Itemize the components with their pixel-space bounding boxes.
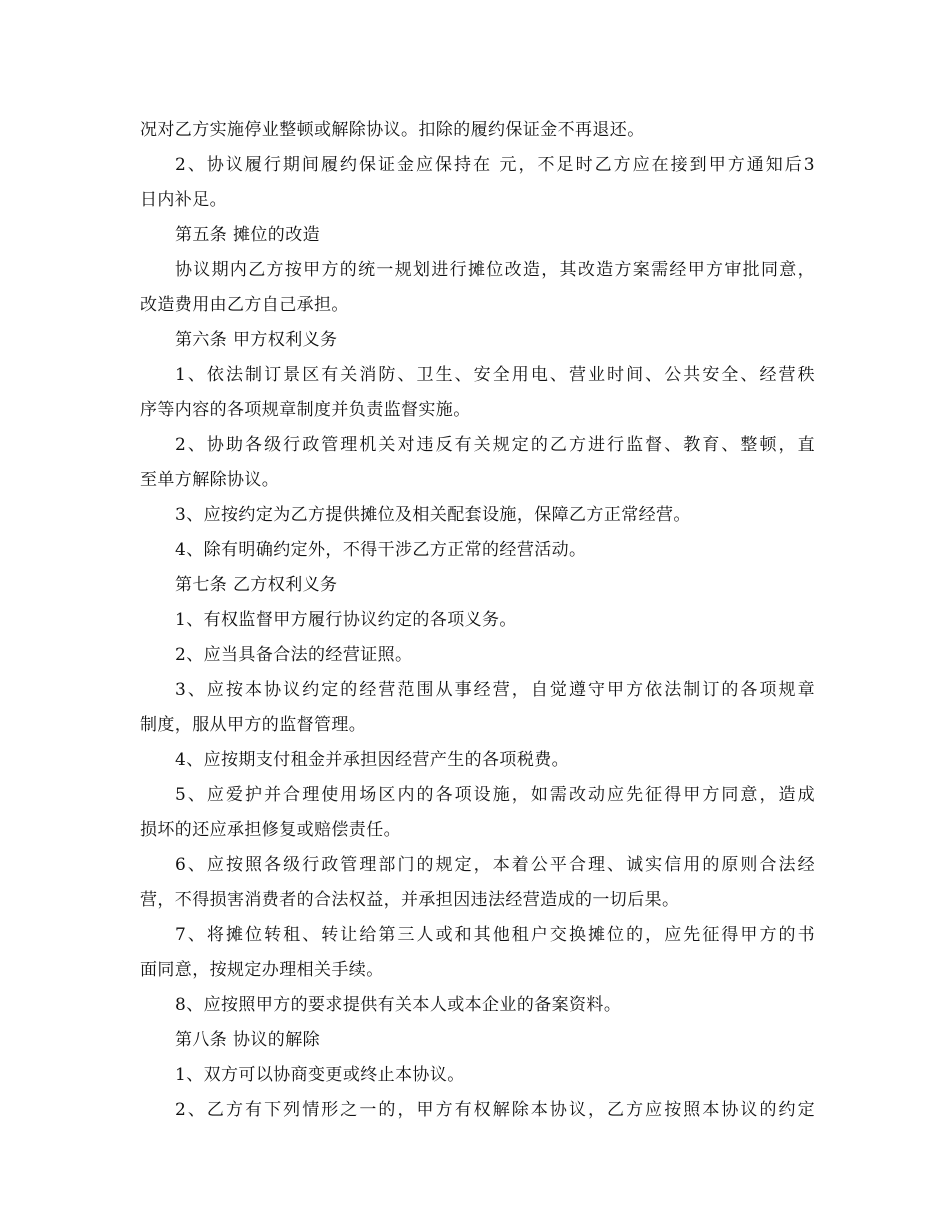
section-heading: 第七条 乙方权利义务 [175, 575, 338, 595]
text-line: 改造费用由乙方自己承担。 [140, 295, 349, 315]
text-line: 序等内容的各项规章制度并负责监督实施。 [140, 400, 471, 420]
text-line: 损坏的还应承担修复或赔偿责任。 [140, 820, 401, 840]
text-line: 营，不得损害消费者的合法权益，并承担因违法经营造成的一切后果。 [140, 890, 680, 910]
text-line: 况对乙方实施停业整顿或解除协议。扣除的履约保证金不再退还。 [140, 120, 645, 140]
text-line: 2、协议履行期间履约保证金应保持在 元，不足时乙方应在接到甲方通知后3 [175, 155, 815, 175]
text-line: 2、应当具备合法的经营证照。 [175, 645, 413, 665]
section-heading: 第八条 协议的解除 [175, 1030, 321, 1050]
section-heading: 第六条 甲方权利义务 [175, 330, 338, 350]
text-line: 2、协助各级行政管理机关对违反有关规定的乙方进行监督、教育、整顿，直 [175, 435, 815, 455]
section-heading: 第五条 摊位的改造 [175, 225, 321, 245]
text-line: 制度，服从甲方的监督管理。 [140, 715, 367, 735]
text-line: 4、除有明确约定外，不得干涉乙方正常的经营活动。 [175, 540, 587, 560]
text-line: 7、将摊位转租、转让给第三人或和其他租户交换摊位的，应先征得甲方的书 [175, 925, 815, 945]
text-line: 3、应按约定为乙方提供摊位及相关配套设施，保障乙方正常经营。 [175, 505, 691, 525]
text-line: 至单方解除协议。 [140, 470, 280, 490]
text-line: 6、应按照各级行政管理部门的规定，本着公平合理、诚实信用的原则合法经 [175, 855, 815, 875]
text-line: 3、应按本协议约定的经营范围从事经营，自觉遵守甲方依法制订的各项规章 [175, 680, 815, 700]
text-line: 8、应按照甲方的要求提供有关本人或本企业的备案资料。 [175, 995, 622, 1015]
text-line: 面同意，按规定办理相关手续。 [140, 960, 384, 980]
text-line: 4、应按期支付租金并承担因经营产生的各项税费。 [175, 750, 570, 770]
text-line: 1、依法制订景区有关消防、卫生、安全用电、营业时间、公共安全、经营秩 [175, 365, 815, 385]
text-line: 协议期内乙方按甲方的统一规划进行摊位改造，其改造方案需经甲方审批同意， [175, 260, 815, 280]
text-line: 2、乙方有下列情形之一的，甲方有权解除本协议，乙方应按照本协议的约定 [175, 1100, 815, 1120]
text-line: 5、应爱护并合理使用场区内的各项设施，如需改动应先征得甲方同意，造成 [175, 785, 815, 805]
text-line: 1、有权监督甲方履行协议约定的各项义务。 [175, 610, 517, 630]
text-line: 1、双方可以协商变更或终止本协议。 [175, 1065, 465, 1085]
text-line: 日内补足。 [140, 190, 227, 210]
